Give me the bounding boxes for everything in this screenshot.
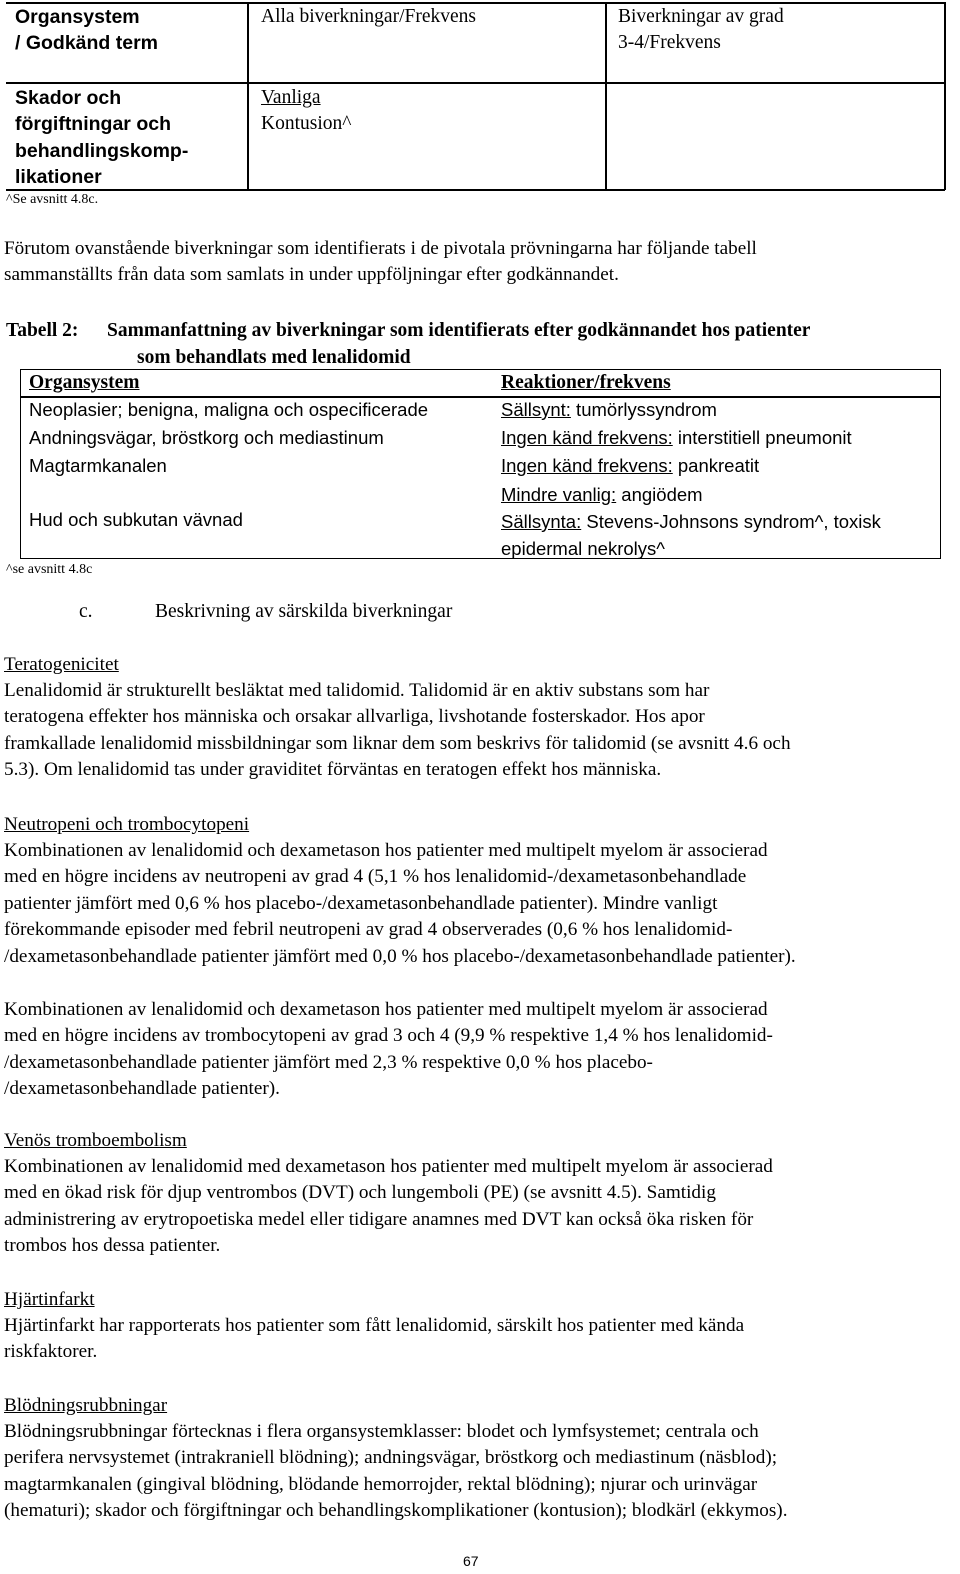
intro-paragraph: Förutom ovanstående biverkningar som identifierats i de pivotala prövningarna har följande tabell sammanställts från data som samlats in under uppföljningar efter godkännandet. — [4, 238, 757, 286]
table1-footnote: ^Se avsnitt 4.8c. — [6, 192, 99, 207]
table1-organ-cell: Skador och förgiftningar och behandlingskomp- likationer — [15, 87, 189, 189]
table2-footnote: ^se avsnitt 4.8c — [6, 562, 93, 577]
page-number: 67 — [463, 1553, 479, 1569]
heading-bleeding: Blödningsrubbningar — [4, 1395, 168, 1416]
table2-row-organ: Hud och subkutan vävnad — [29, 509, 243, 530]
paragraph-thrombocytopenia: Kombinationen av lenalidomid och dexametason hos patienter med multipelt myelom är associerad med en högre incidens av trombocytopeni av grad 3 och 4 (9,9 % respektive 1,4 % hos lenalidomid- /dexametasonbehandlade patienter jämfört med 2,3 % respektive 0,0 % hos placebo- /dexametasonbehandlade patienter). — [4, 999, 773, 1100]
heading-neutropenia: Neutropeni och trombocytopeni — [4, 814, 250, 835]
paragraph-bleeding: Blödningsrubbningar förtecknas i flera organsystemklasser: blodet och lymfsystemet; centrala och perifera nervsystemet (intrakraniell blödning); andningsvägar, bröstkorg och mediastinum (näsblod); magtarmkanalen (gingival blödning, blödande hemorrojder, rektal blödning); njurar och urinvägar (hematuri); skador och förgiftningar och behandlingskomplikationer (kontusion); blodkärl (ekkymos). — [4, 1421, 788, 1522]
adverse-reactions-table — [6, 2, 945, 190]
table2-row-reaction: Mindre vanlig: angiödem Sällsynta: Stevens-Johnsons syndrom^, toxisk epidermal nekrolys^ — [501, 484, 881, 559]
table1-header-grade34: Biverkningar av grad 3-4/Frekvens — [618, 6, 784, 54]
paragraph-teratogenicity: Lenalidomid är strukturellt besläktat med talidomid. Talidomid är en aktiv substans som har teratogena effekter hos människa och orsakar allvarliga, livshotande fosterskador. Hos apor framkallade lenalidomid missbildningar som liknar dem som beskrivs för talidomid (se avsnitt 4.6 och 5.3). Om lenalidomid tas under graviditet förväntas en teratogen effekt hos människa. — [4, 680, 791, 781]
table1-header-all: Alla biverkningar/Frekvens — [261, 6, 476, 27]
paragraph-neutropenia: Kombinationen av lenalidomid och dexametason hos patienter med multipelt myelom är associerad med en högre incidens av neutropeni av grad 4 (5,1 % hos lenalidomid-/dexametasonbehandlade patienter jämfört med 0,6 % hos placebo-/dexametasonbehandlade patienter). Mindre vanligt förekommande episoder med febril neutropeni av grad 4 observerades (0,6 % hos lenalidomid- /dexametasonbehandlade patienter jämfört med 0,0 % hos placebo-/dexametasonbehandlade patienter). — [4, 840, 796, 967]
table2-row-organ: Magtarmkanalen — [29, 455, 167, 476]
table2-row-organ: Andningsvägar, bröstkorg och mediastinum — [29, 427, 384, 448]
table1-header-organsystem: Organsystem / Godkänd term — [15, 6, 159, 55]
section-c-title: Beskrivning av särskilda biverkningar — [155, 601, 453, 622]
table2-row-reaction: Ingen känd frekvens: pankreatit — [501, 455, 760, 476]
table2-caption-line1: Sammanfattning av biverkningar som identifierats efter godkännandet hos patienter — [107, 320, 811, 341]
term-label: Kontusion^ — [261, 113, 352, 135]
postmarketing-table — [20, 369, 941, 559]
table1-frequency-cell — [261, 85, 351, 138]
table2-header-reactions: Reaktioner/frekvens — [501, 372, 671, 393]
table2-row-organ: Neoplasier; benigna, maligna och ospecificerade — [29, 399, 429, 420]
heading-teratogenicity: Teratogenicitet — [4, 654, 119, 675]
table2-caption-line2: som behandlats med lenalidomid — [137, 347, 411, 368]
table2-row-reaction: Sällsynt: tumörlyssyndrom — [501, 399, 717, 420]
frequency-label: Vanliga — [261, 87, 321, 108]
paragraph-mi: Hjärtinfarkt har rapporterats hos patienter som fått lenalidomid, särskilt hos patienter med kända riskfaktorer. — [4, 1315, 745, 1363]
section-c-letter: c. — [79, 601, 93, 622]
table2-row-reaction: Ingen känd frekvens: interstitiell pneumonit — [501, 427, 852, 448]
paragraph-vte: Kombinationen av lenalidomid med dexametason hos patienter med multipelt myelom är associerad med en ökad risk för djup ventrombos (DVT) och lungemboli (PE) (se avsnitt 4.5). Samtidig administrering av erytropoetiska medel eller tidigare anamnes med DVT kan också öka risken för trombos hos dessa patienter. — [4, 1156, 773, 1257]
heading-vte: Venös tromboembolism — [4, 1130, 187, 1151]
table2-caption-label: Tabell 2: — [6, 320, 79, 341]
heading-mi: Hjärtinfarkt — [4, 1289, 95, 1310]
table2-header-organ: Organsystem — [29, 372, 140, 393]
